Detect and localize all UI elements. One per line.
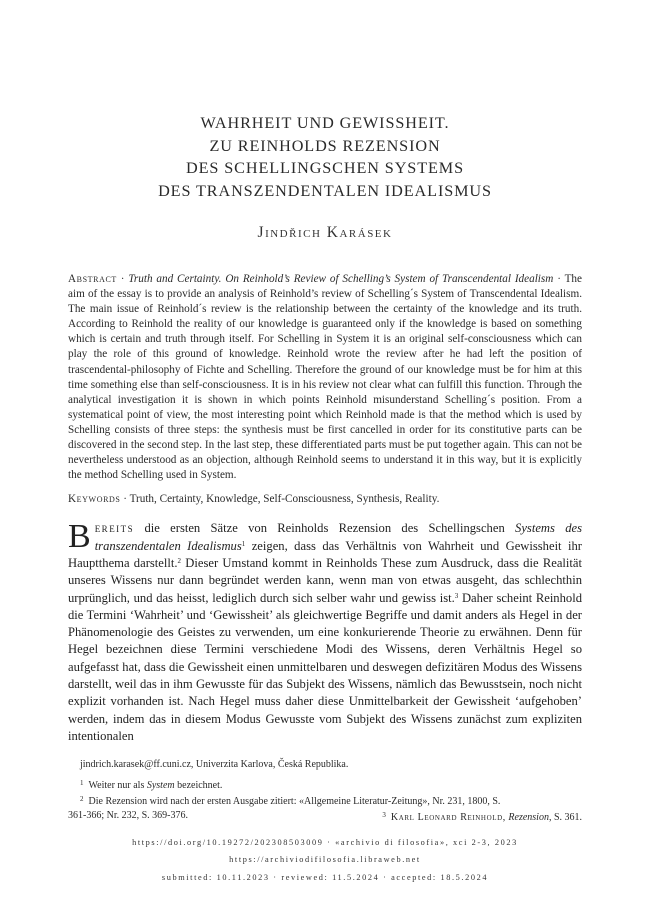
title-line: DES SCHELLINGSCHEN SYSTEMS	[186, 159, 464, 177]
keywords-separator: ·	[120, 493, 130, 506]
footnote-ref[interactable]: 2	[177, 556, 182, 565]
abstract	[68, 272, 582, 483]
abstract-separator: ·	[116, 273, 129, 285]
keywords	[68, 492, 582, 507]
footnote-italic: System	[146, 779, 175, 791]
footnote-3	[382, 809, 582, 825]
footnote-number: 2	[80, 794, 84, 803]
keywords-label: Keywords	[68, 493, 121, 506]
lead-word: ereits	[94, 521, 135, 536]
title-line: DES TRANSZENDENTALEN IDEALISMUS	[158, 181, 492, 200]
footnote-2-continuation: 361-366; Nr. 232, S. 369-376.	[68, 809, 188, 821]
body-text: Daher scheint Reinhold die Termini ‘Wahrheit’ und ‘Gewissheit’ als gleichwertige Begriffe und damit anders als Hegel in der Phänomenologie des Geistes zu verwenden, um eine konkurierende Theorie zu erwähnen. Denn für Hegel bezeichnen diese Termini verschiedene Modi des Wissens, deren Verhältnis Hegel so aufgefasst hat, dass die Gewissheit einen unmittelbaren und deswegen defizitären Modus des Wissens darstellt, weil das in ihm Gewusste für das Subjekt des Wissens, nämlich das Bewusstsein, noch nicht explizit vorhanden ist. Nach Hegel muss daher diese Unmittelbarkeit der Gewissheit ‘aufgehoben’ werden, indem das in diesem Modus Gewusste vom Subjekt des Wissens zunächst zum expliziten intentionalen	[68, 590, 582, 743]
body-text: Dieser Umstand kommt in Reinholds These zum Ausdruck, dass die Realität unseres Wissens nur dann begründet werden kann, wenn man von etwas ausgeht, das schlechthin urprünglich, und das heisst, lediglich durch sich selber wahr und gewiss ist.	[68, 555, 582, 605]
drop-cap: B	[68, 518, 91, 556]
abstract-label: Abstract	[68, 273, 117, 285]
footnote-1	[68, 777, 582, 793]
footnotes	[68, 758, 582, 824]
footnote-author: Karl Leonard Reinhold,	[390, 811, 506, 823]
title-line: WAHRHEIT UND GEWISSHEIT.	[200, 114, 450, 132]
footnote-text: , S. 361.	[548, 811, 582, 823]
author-contact: jindrich.karasek@ff.cuni.cz, Univerzita Karlova, Česká Republika.	[80, 759, 349, 771]
abstract-english-title: Truth and Certainty. On Reinhold’s Review of Schelling’s System of Transcendental Idealism	[128, 273, 554, 285]
body-text: zeigen, dass das Verhältnis von Wahrheit und Gewissheit ihr Hauptthema darstellt.	[68, 538, 583, 570]
title-line: ZU REINHOLDS REZENSION	[209, 136, 441, 155]
journal-url[interactable]: https://archiviodifilosofia.libraweb.net	[229, 855, 421, 864]
body-text: die ersten Sätze von Reinholds Rezension des Schellingschen	[134, 521, 516, 536]
submission-dates: submitted: 10.11.2023 · reviewed: 11.5.2024 · accepted: 18.5.2024	[161, 873, 489, 882]
doi-line[interactable]: https://doi.org/10.19272/202308503009 · «archivio di filosofia», xci 2-3, 2023	[132, 838, 518, 847]
footnote-italic: Rezension	[508, 811, 549, 823]
body-paragraph	[68, 520, 582, 745]
footnote-number: 1	[80, 778, 84, 787]
footnote-text: bezeichnet.	[174, 779, 223, 791]
footnote-text: Die Rezension wird nach der ersten Ausgabe zitiert: «Allgemeine Literatur-Zeitung», Nr. 231, 1800, S.	[88, 795, 501, 807]
abstract-text: The aim of the essay is to provide an analysis of Reinhold’s review of Schelling´s System of Transcendental Idealism. The main issue of Reinhold´s review is the relationship between the certainty of the knowledge and its truth. According to Reinhold the reality of our knowledge is guaranteed only if the knowledge is based on something which is certain and truth through itself. For Schelling in System it is an original self-consciousness which can play the role of this ground of knowledge. Reinhold wrote the review after he had left the position of trascendental-philosophy of Fichte and Schelling. Therefore the ground of our knowledge must be for him at this time something else than self-consciousness. It is in his review not clear what can fulfill this function. Through the analytical investigation it is shown in which points Reinhold misunderstand Schelling´s position. From a systematical point of view, the most interesting point which Reinhold made is that the method which is used by Schelling consists of three steps: the synthesis must be first cancelled in order for its constitutive parts can be discovered in the second step. In the last step, these differentiated parts must be put together again. This can not be nevertheless understood as an objection, although Reinhold seems to understand it in this way, but it is explicitly the method Schelling used in System.	[68, 273, 582, 482]
footnote-ref[interactable]: 3	[454, 591, 459, 600]
keywords-text: Truth, Certainty, Knowledge, Self-Consciousness, Synthesis, Reality.	[129, 493, 440, 506]
footnote-2	[68, 793, 582, 809]
book-title: Systems des transzendentalen Idealismus	[94, 521, 583, 553]
footnote-number: 3	[382, 810, 386, 819]
footnote-ref[interactable]: 1	[241, 539, 246, 548]
footnote-text: Weiter nur als	[88, 779, 147, 791]
article-title	[68, 112, 582, 202]
abstract-separator: ·	[553, 273, 565, 285]
footnote-row	[68, 809, 582, 825]
author-name: Jindřich Karásek	[257, 224, 393, 241]
